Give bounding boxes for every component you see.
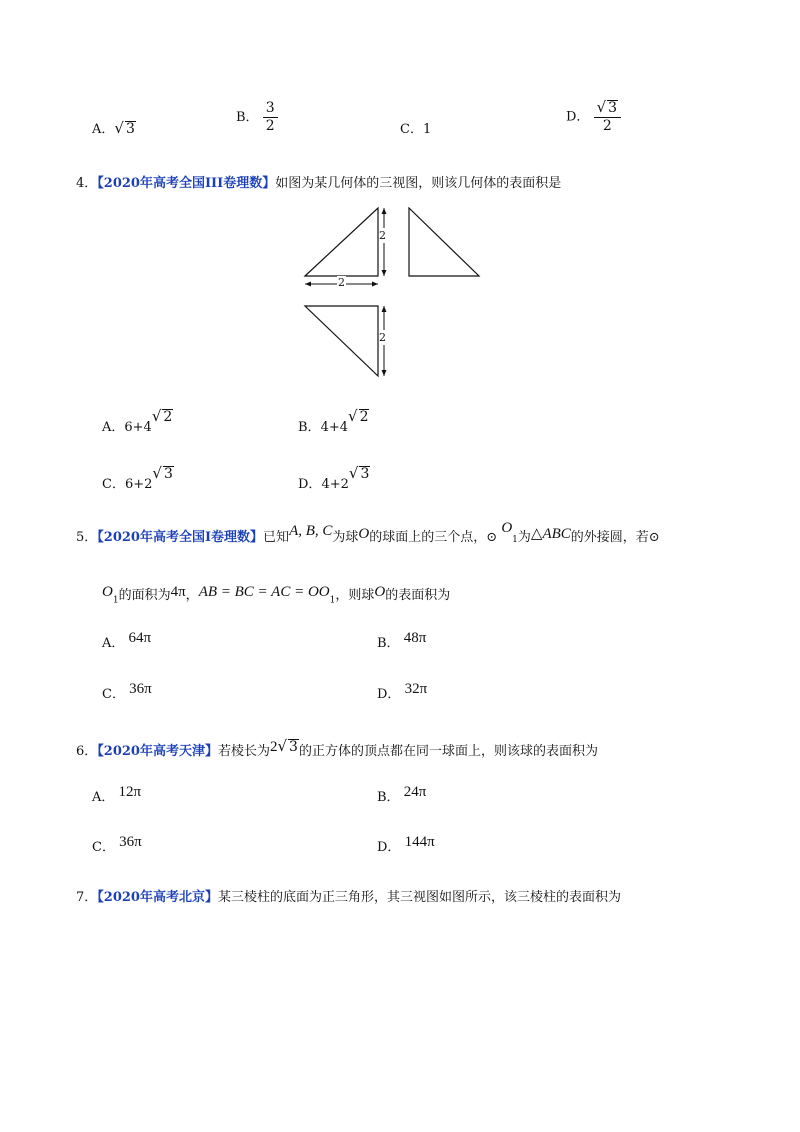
punctuation: ， xyxy=(185,588,199,603)
option-label: A． xyxy=(102,420,125,435)
q5-option-b xyxy=(377,632,426,652)
option-label: C． xyxy=(102,687,125,702)
math-points: A, B, C xyxy=(289,523,333,539)
question-text: 的球面上的三个点， xyxy=(369,530,487,545)
option-value: 12π xyxy=(118,784,142,800)
question-text: 的面积为 xyxy=(118,588,171,603)
option-label: D． xyxy=(377,687,401,702)
radical-sign: √ xyxy=(151,407,162,425)
radical-sign: √ xyxy=(277,737,288,755)
top-view-triangle xyxy=(305,306,378,376)
math-coefficient: 2 xyxy=(269,739,278,755)
radical-sign: √ xyxy=(152,464,162,482)
option-value: 36π xyxy=(119,834,142,850)
radical-sign: √ xyxy=(114,119,124,137)
question-text: 已知 xyxy=(263,530,290,545)
option-value: 4+2 xyxy=(321,477,349,492)
side-view-triangle xyxy=(409,208,479,276)
q5-stem-line2 xyxy=(102,584,450,606)
arrow-up-icon xyxy=(382,306,387,312)
arrow-up-icon xyxy=(382,208,387,214)
fraction xyxy=(263,100,278,135)
option-value: 6+2 xyxy=(124,477,153,492)
q6-option-a xyxy=(92,786,141,806)
math-value: 4π xyxy=(170,584,186,600)
radical xyxy=(152,409,173,425)
question-text: 的外接圆，若⊙ xyxy=(570,530,660,545)
radicand: 3 xyxy=(163,466,173,482)
question-number: 7． xyxy=(76,890,98,905)
q5-option-c xyxy=(102,683,152,703)
q6-option-b xyxy=(377,786,426,806)
math-symbol: O xyxy=(374,584,386,600)
option-label: D． xyxy=(377,840,401,855)
radical-sign: √ xyxy=(348,407,358,425)
option-value: 24π xyxy=(403,784,427,800)
question-text: 若棱长为 xyxy=(217,744,270,759)
q3-option-d xyxy=(566,99,621,135)
math-symbol: O xyxy=(501,520,513,536)
circle-dot-symbol: ⊙ xyxy=(486,530,498,545)
option-label: D． xyxy=(298,477,322,492)
subscript: 1 xyxy=(512,534,518,545)
q6-option-c xyxy=(92,836,142,856)
question-number: 5． xyxy=(76,530,98,545)
radicand: 3 xyxy=(360,466,370,482)
option-label: A． xyxy=(102,636,125,651)
question-text: 为 xyxy=(517,530,531,545)
question-number: 6． xyxy=(76,744,98,759)
q3-option-b xyxy=(236,100,278,135)
radicand: 2 xyxy=(163,409,173,425)
question-text: 某三棱柱的底面为正三角形，其三视图如图所示，该三棱柱的表面积为 xyxy=(217,890,621,905)
arrow-down-icon xyxy=(382,270,387,276)
option-value: 48π xyxy=(403,630,427,646)
q3-option-a xyxy=(92,118,136,137)
question-text: 的表面积为 xyxy=(385,588,451,603)
radicand: 2 xyxy=(359,409,369,425)
dimension-label: 2 xyxy=(379,331,386,344)
question-source: 【2020年高考全国III卷理数】 xyxy=(97,176,276,191)
radical-sign: √ xyxy=(348,464,359,482)
q7-stem xyxy=(76,886,621,905)
numerator: 3 xyxy=(263,100,278,118)
subscript: 1 xyxy=(112,595,119,606)
radical xyxy=(277,737,298,755)
option-value: 1 xyxy=(422,122,432,137)
option-value: 32π xyxy=(404,681,428,697)
q4-option-a xyxy=(102,407,173,435)
question-source: 【2020年高考北京】 xyxy=(97,890,218,905)
math-symbol: O xyxy=(358,526,370,542)
option-value: 36π xyxy=(129,681,152,697)
radicand: 3 xyxy=(608,100,618,116)
option-label: A． xyxy=(92,122,115,137)
arrow-down-icon xyxy=(382,370,387,376)
radical xyxy=(349,466,370,482)
option-label: C． xyxy=(400,122,423,137)
q4-option-b xyxy=(298,407,369,435)
option-label: D． xyxy=(566,109,590,125)
arrow-right-icon xyxy=(372,282,378,287)
radical-sign: √ xyxy=(596,98,607,116)
q5-stem-line1 xyxy=(76,520,660,548)
option-label: B． xyxy=(377,636,400,651)
dimension-label: 2 xyxy=(379,229,386,242)
question-text: 为球 xyxy=(332,530,359,545)
question-number: 4． xyxy=(76,176,98,191)
q4-option-c xyxy=(102,464,174,492)
numerator xyxy=(594,99,621,118)
question-text: ，则球 xyxy=(335,588,375,603)
q5-option-d xyxy=(377,683,427,703)
radical xyxy=(348,409,369,425)
q6-stem xyxy=(76,737,598,760)
front-view-triangle xyxy=(305,208,378,276)
option-value: 6+4 xyxy=(124,420,152,435)
option-label: B． xyxy=(298,420,321,435)
question-source: 【2020年高考天津】 xyxy=(97,744,218,759)
option-value: 144π xyxy=(404,834,435,850)
radicand: 3 xyxy=(289,739,298,755)
radical xyxy=(152,466,173,482)
math-equation: AB = BC = AC = OO xyxy=(198,584,330,600)
fraction xyxy=(594,99,621,135)
question-text: 的正方体的顶点都在同一球面上，则该球的表面积为 xyxy=(298,744,598,759)
q3-option-c xyxy=(400,118,431,137)
subscript: 1 xyxy=(329,595,336,606)
three-view-diagram xyxy=(300,204,490,384)
denominator: 2 xyxy=(602,118,612,134)
option-label: C． xyxy=(92,840,115,855)
q4-stem xyxy=(76,172,561,191)
q6-option-d xyxy=(377,836,435,856)
option-value: 64π xyxy=(128,630,152,646)
option-label: B． xyxy=(236,110,259,125)
question-source: 【2020年高考全国Ⅰ卷理数】 xyxy=(97,530,264,545)
denominator: 2 xyxy=(265,118,275,134)
math-symbol: O xyxy=(102,584,113,600)
math-triangle: △ABC xyxy=(530,526,571,542)
option-label: A． xyxy=(92,790,115,805)
option-label: C． xyxy=(102,477,125,492)
q5-option-a xyxy=(102,632,151,652)
question-text: 如图为某几何体的三视图，则该几何体的表面积是 xyxy=(275,176,562,191)
option-value: 4+4 xyxy=(320,420,348,435)
dimension-label: 2 xyxy=(338,276,345,289)
radicand: 3 xyxy=(125,121,135,137)
arrow-left-icon xyxy=(305,282,311,287)
option-label: B． xyxy=(377,790,400,805)
q4-option-d xyxy=(298,464,370,492)
